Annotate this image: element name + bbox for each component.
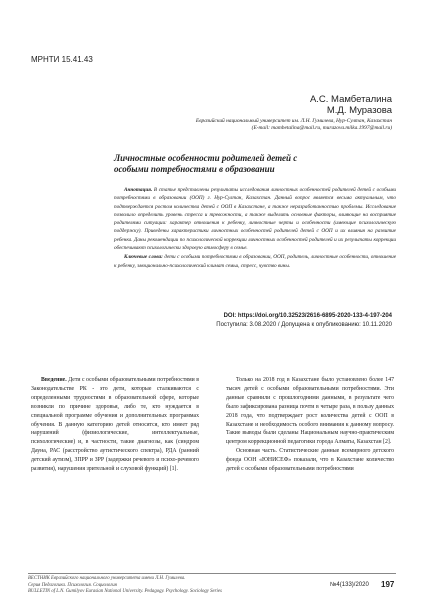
author-2: М.Д. Муразова [326, 105, 392, 116]
footer-journal-ru: ВЕСТНИК Евразийского национального университета имени Л.Н. Гумилева. [28, 576, 186, 581]
intro-paragraph [31, 376, 199, 474]
abstract-block [114, 186, 396, 270]
footer-journal-en: BULLETIN of L.N. Gumilyov Eurasian National University. Pedagogy. Psychology. Sociology Series [28, 589, 222, 595]
footer-divider [28, 573, 396, 574]
article-title: Личностные особенности родителей детей с особыми потребностями в образовании [114, 153, 298, 174]
intro-text: Дети с особыми образовательными потребностями в Законодательстве РК - это дети, которые сталкиваются с определенными трудностями в образовательной сфере, которые возникли по причине здоровья, либо те, кто нуждается в специальной программе обучения и дополнительных программах обучения. В данную категорию детей относятся, кто имеет ряд нарушений (физиологические, интеллектуальные, психологические) и, в частности, такие диагнозы, как (синдром Дауна, РАС (расстройство аутистического спектра), РДА (ранний детский аутизм), ЗПРР и ЗРР (задержки речевого и психо-речевого развития), нарушения зрительной и слуховой функций) [1]. [31, 377, 199, 473]
body-column-right [226, 376, 394, 474]
footer-series-ru: Серия Педагогика. Психология. Социология [28, 582, 117, 588]
keywords-text: дети с особыми потребностями в образовании, ООП, родитель, личностные особенности, отношение к ребенку, эмоционально-психологический климат семьи, стресс, чувство вины. [114, 254, 396, 269]
keywords-label: Ключевые слова: [124, 254, 163, 261]
body-paragraph-1: Только на 2018 год в Казахстане было установлено более 147 тысяч детей с особыми образовательными потребностями. Эти данные сравнили с прошлогодними данными, в результате чего было зафиксирована разница почти в четыре раза, в пользу данных 2018 года, что подтверждает рост количества детей с ООП в Казахстане и необходимость особого внимания к данному вопросу. Такие выводы были сделаны Национальным научно-практическим центром коррекционной педагогики города Алматы, Казахстан [2]. [226, 377, 394, 446]
body-paragraph-2: Основная часть. Статистические данные всемирного детского фонда ООН «ЮНИСЕФ» показали, что в Казахстане количество детей с особыми образовательными потребностями [226, 448, 394, 473]
abstract-label: Аннотация. [124, 187, 153, 193]
page-number: 197 [381, 580, 395, 589]
submission-dates: Поступила: 3.08.2020 / Допущена к опубликованию: 10.11.2020 [216, 322, 392, 328]
author-1: А.С. Мамбеталина [309, 94, 392, 105]
doi-link[interactable]: DOI: https://doi.org/10.32523/2616-6895-2020-133-4-197-204 [223, 313, 392, 319]
keywords [114, 253, 396, 270]
abstract-text: В статье представлены результаты исследования личностных особенностей родителей детей с особыми потребностями в образовании (ООП) г. Нур-Султан, Казахстан. Данный вопрос является весьма актуальным, что подтверждается ростом количества детей с ООП в Казахстане, а также неразработанностью проблемы. Исследование позволило определить уровень стресса и тревожности, а также выделить основные факторы, влияющие на восприятие родителями ситуации: характер отношения к ребенку, личностные черты и особенности (имеющие психологическую поддержку). Приведены характеристики личностных особенностей родителей детей с ООП и их влияния на развитие ребенка. Даны рекомендации по психологической коррекции личностных особенностей родителей и их результаты коррекции обеспечивают психологически здоровую атмосферу в семье. [114, 187, 396, 252]
journal-footer [28, 576, 318, 596]
body-column-left [31, 376, 199, 474]
affiliation-email: (E-mail: mambetalina@mail.ru, murazova.milka.1997@mail.ru) [251, 124, 392, 131]
mrnti-code: МРНТИ 15.41.43 [31, 55, 93, 64]
affiliation [92, 118, 392, 132]
authors [310, 94, 392, 116]
abstract [114, 186, 396, 252]
affiliation-institution: Евразийский национальный университет им. Л.Н. Гумилева, Нур-Султан, Казахстан [195, 118, 392, 124]
intro-label: Введение. [41, 377, 67, 383]
issue-number: №4(133)/2020 [330, 582, 369, 588]
